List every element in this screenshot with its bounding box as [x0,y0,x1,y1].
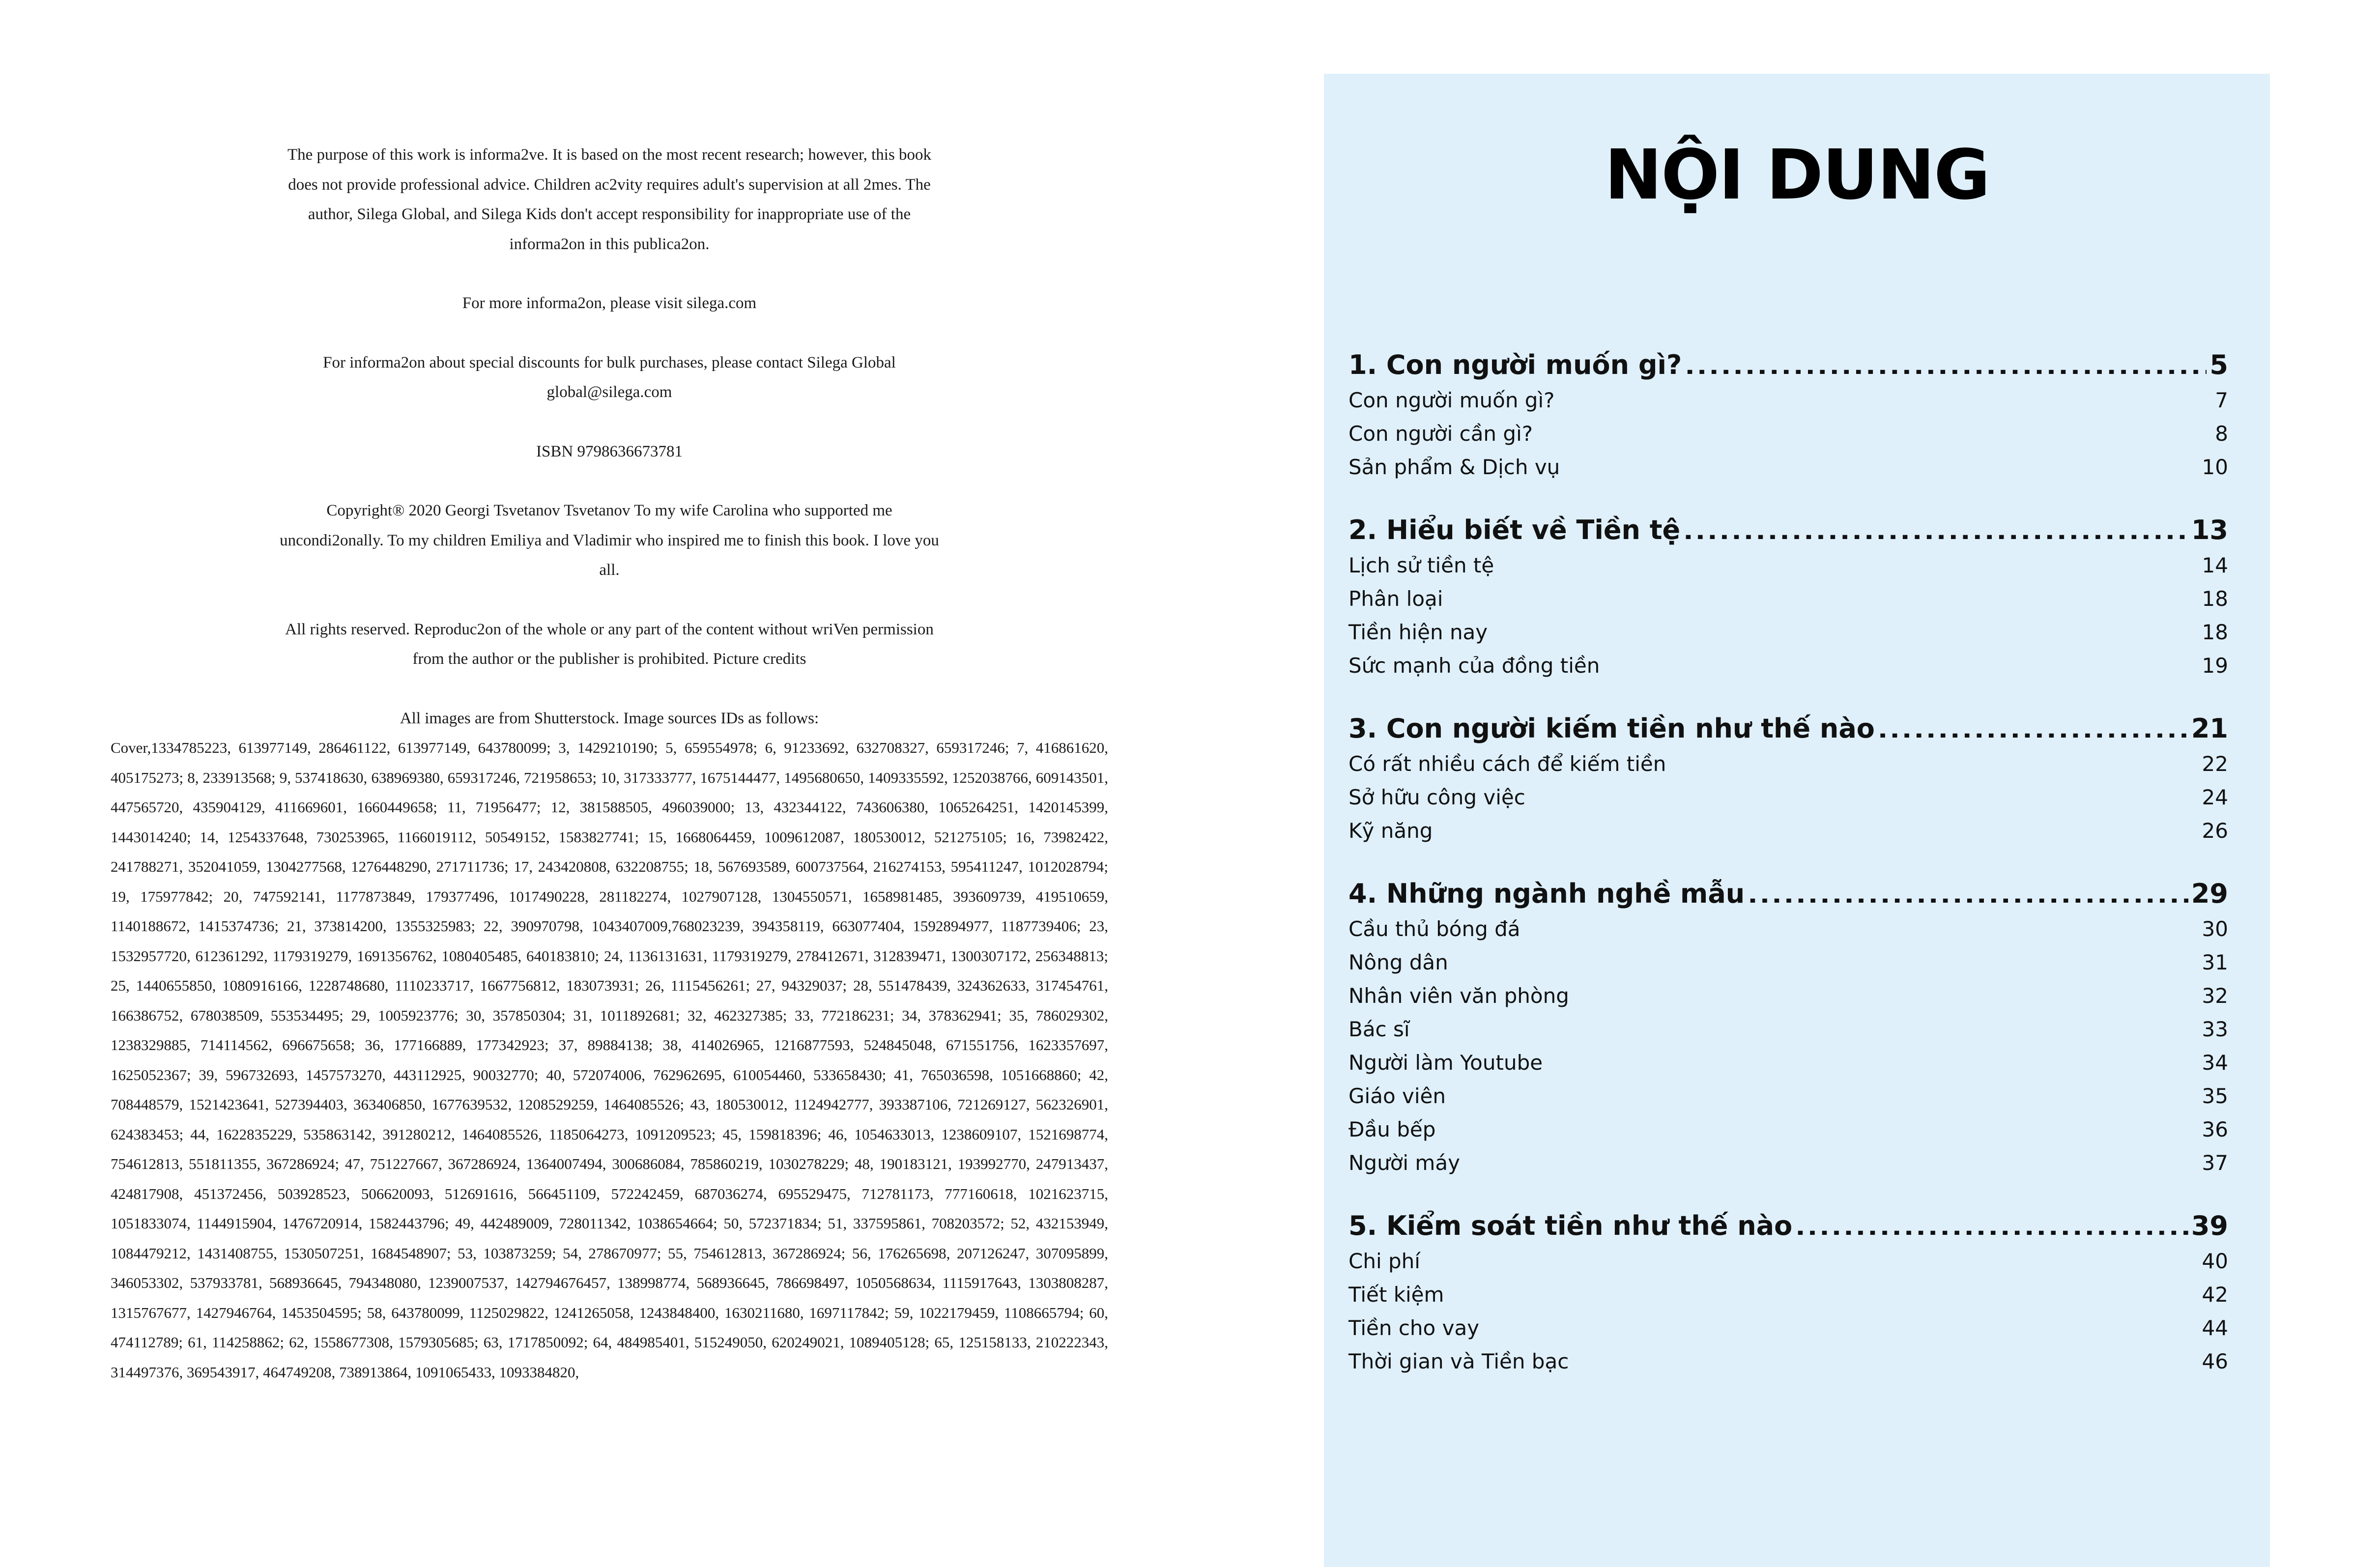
isbn-paragraph: ISBN 9798636673781 [536,442,683,460]
toc-entry-title: Con người cần gì? [1348,422,1533,446]
website-paragraph: For more informa2on, please visit silega.com [462,294,757,312]
toc-leader-dots [1497,552,2199,572]
toc-chapter-title: 5. Kiểm soát tiền như thế nào [1348,1210,1793,1241]
toc-section [1348,710,2228,848]
toc-chapter-title: 2. Hiểu biết về Tiền tệ [1348,514,1681,545]
dedication-paragraph: Copyright® 2020 Georgi Tsvetanov Tsvetanov To my wife Carolina who supported me uncondi2onally. To my children Emiliya and Vladimir who inspired me to finish this book. I love you all. [280,502,939,579]
toc-entry-page: 18 [2202,620,2228,644]
toc-list [1348,346,2228,1406]
toc-chapter-row[interactable] [1348,346,2228,384]
toc-entry-row[interactable] [1348,946,2228,979]
toc-entry-page: 34 [2202,1051,2228,1075]
toc-leader-dots [1451,949,2199,969]
toc-entry-page: 44 [2202,1316,2228,1340]
picture-credits-list: Cover,1334785223, 613977149, 286461122, 613977149, 643780099; 3, 1429210190; 5, 659554978; 6, 91233692, 632708327, 659317246; 7, 416861620, 405175273; 8, 233913568; 9, 537418630, 638969380, 659317246, 721958653; 10, 317333777, 1675144477, 1495680650, 1409335592, 1252038766, 609143501, 447565720, 435904129, 411669601, 1660449658; 11, 71956477; 12, 381588505, 496039000; 13, 432344122, 743606380, 1065264251, 1420145399, 1443014240; 14, 1254337648, 730253965, 1166019112, 50549152, 1583827741; 15, 1668064459, 1009612087, 180530012, 521275105; 16, 73982422, 241788271, 352041059, 1304277568, 1276448290, 271711736; 17, 243420808, 632208755; 18, 567693589, 600737564, 216274153, 595411247, 1012028794; 19, 175977842; 20, 747592141, 1177873849, 179377496, 1017490228, 281182274, 1027907128, 1304550571, 1658981485, 393609739, 419510659, 1140188672, 1415374736; 21, 373814200, 1355325983; 22, 390970798, 1043407009,768023239, 394358119, 663077404, 1592894977, 1187739406; 23, 1532957720, 612361292, 1179319279, 1691356762, 1080405485, 640183810; 24, 1136131631, 1179319279, 278412671, 312839471, 1300307172, 256348813; 25, 1440655850, 1080916166, 1228748680, 1110233717, 1667756812, 183073931; 26, 1115456261; 27, 94329037; 28, 551478439, 324362633, 317454761, 166386752, 678038509, 553534495; 29, 1005923776; 30, 357850304; 31, 1011892681; 32, 462327385; 33, 772186231; 34, 378362941; 35, 786029302, 1238329885, 714114562, 696675658; 36, 177166889, 177342923; 37, 89884138; 38, 414026965, 1216877593, 524845048, 671551756, 1623357697, 1625052367; 39, 596732693, 1457573270, 443112925, 90032770; 40, 572074006, 762962695, 610054460, 533658430; 41, 765036598, 1051668860; 42, 708448579, 1521423641, 527394403, 363406850, 1677639532, 1208529259, 1464085526; 43, 180530012, 1124942777, 393387106, 721269127, 562326901, 624383453; 44, 1622835229, 535863142, 391280212, 1464085526, 1185064273, 1091209523; 45, 159818396; 46, 1054633013, 1238609107, 1521698774, 754612813, 551811355, 367286924; 47, 751227667, 367286924, 1364007494, 300686084, 785860219, 1030278229; 48, 190183121, 193992770, 247913437, 424817908, 451372456, 503928523, 506620093, 512691616, 566451109, 572242459, 687036274, 695529475, 712781173, 777160618, 1021623715, 1051833074, 1144915904, 1476720914, 1582443796; 49, 442489009, 728011342, 1038654664; 50, 572371834; 51, 337595861, 708203572; 52, 432153949, 1084479212, 1431408755, 1530507251, 1684548907; 53, 103873259; 54, 278670977; 55, 754612813, 367286924; 56, 176265698, 207126247, 307095899, 346053302, 537933781, 568936645, 794348080, 1239007537, 142794676457, 138998774, 568936645, 786698497, 1050568634, 1115917643, 1303808287, 1315767677, 1427946764, 1453504595; 58, 643780099, 1125029822, 1241265058, 1243848400, 1630211680, 1697117842; 59, 1022179459, 1108665794; 60, 474112789; 61, 114258862; 62, 1558677308, 1579305685; 63, 1717850092; 64, 484985401, 515249050, 620249021, 1089405128; 65, 125158133, 210222343, 314497376, 369543917, 464749208, 738913864, 1091065433, 1093384820, [111,739,1108,1381]
toc-entry-row[interactable] [1348,912,2228,946]
toc-chapter-title: 1. Con người muốn gì? [1348,349,1682,380]
toc-entry-row[interactable] [1348,649,2228,683]
toc-entry-page: 46 [2202,1349,2228,1373]
toc-entry-row[interactable] [1348,781,2228,814]
toc-leader-dots [1491,619,2199,639]
toc-chapter-page: 5 [2209,349,2228,380]
picture-credits-title: All images are from Shutterstock. Image sources IDs as follows: [400,709,819,727]
toc-section [1348,346,2228,484]
toc-entry-title: Nhân viên văn phòng [1348,984,1569,1008]
toc-title: NỘI DUNG [1605,135,1989,215]
toc-entry-title: Con người muốn gì? [1348,388,1555,412]
toc-entry-page: 19 [2202,654,2228,678]
toc-entry-title: Nông dân [1348,950,1448,974]
toc-chapter-title: 3. Con người kiếm tiền như thế nào [1348,713,1875,744]
toc-entry-row[interactable] [1348,814,2228,848]
toc-leader-dots [1878,711,2188,738]
toc-entry-page: 33 [2202,1017,2228,1041]
toc-entry-title: Phân loại [1348,587,1443,611]
toc-entry-page: 24 [2202,785,2228,809]
toc-leader-dots [1795,1208,2188,1235]
toc-section [1348,875,2228,1180]
toc-chapter-page: 13 [2191,514,2228,545]
toc-entry-page: 31 [2202,950,2228,974]
toc-entry-title: Sức mạnh của đồng tiền [1348,654,1600,678]
toc-chapter-row[interactable] [1348,1207,2228,1245]
toc-entry-row[interactable] [1348,1080,2228,1113]
toc-leader-dots [1563,454,2199,474]
toc-entry-row[interactable] [1348,582,2228,616]
toc-entry-page: 37 [2202,1151,2228,1175]
toc-entry-row[interactable] [1348,417,2228,451]
toc-entry-page: 22 [2202,752,2228,776]
toc-leader-dots [1523,915,2199,936]
toc-leader-dots [1572,982,2199,1003]
rights-paragraph: All rights reserved. Reproduc2on of the whole or any part of the content without wriVen permission from the author or the publisher is prohibited. Picture credits [285,620,934,668]
toc-chapter-row[interactable] [1348,875,2228,912]
toc-leader-dots [1413,1016,2199,1036]
toc-leader-dots [1449,1083,2199,1103]
toc-entry-title: Bác sĩ [1348,1017,1410,1041]
toc-leader-dots [1482,1314,2199,1335]
toc-entry-row[interactable] [1348,1245,2228,1278]
toc-entry-title: Đầu bếp [1348,1117,1436,1141]
toc-entry-title: Chi phí [1348,1249,1420,1273]
toc-entry-title: Tiền hiện nay [1348,620,1488,644]
toc-section [1348,1207,2228,1378]
toc-section [1348,512,2228,683]
disclaimer-paragraph: The purpose of this work is informa2ve. It is based on the most recent research; however, this book does not provide professional advice. Children ac2vity requires adult's supervision at all 2mes. The author, Silega Global, and Silega Kids don't accept responsibility for inappropriate use of the informa2on in this publica2on. [287,146,932,253]
toc-entry-title: Giáo viên [1348,1084,1446,1108]
toc-leader-dots [1528,784,2199,804]
toc-leader-dots [1557,387,2212,407]
toc-entry-page: 35 [2202,1084,2228,1108]
toc-leader-dots [1572,1348,2199,1368]
toc-entry-page: 10 [2202,455,2228,479]
toc-entry-title: Tiết kiệm [1348,1282,1444,1307]
toc-leader-dots [1423,1248,2199,1268]
toc-entry-row[interactable] [1348,1311,2228,1345]
toc-leader-dots [1463,1149,2199,1170]
toc-entry-title: Lịch sử tiền tệ [1348,553,1494,577]
toc-entry-row[interactable] [1348,1146,2228,1180]
bulk-purchase-paragraph: For informa2on about special discounts for bulk purchases, please contact Silega Global global@silega.com [323,353,896,401]
toc-entry-page: 26 [2202,819,2228,843]
toc-entry-row[interactable] [1348,616,2228,649]
toc-entry-title: Sở hữu công việc [1348,785,1525,809]
toc-leader-dots [1603,652,2199,673]
toc-entry-page: 7 [2215,388,2228,412]
toc-entry-title: Có rất nhiều cách để kiếm tiền [1348,752,1666,776]
toc-chapter-title: 4. Những ngành nghề mẫu [1348,878,1745,909]
toc-leader-dots [1435,817,2199,838]
toc-entry-title: Người máy [1348,1151,1460,1175]
toc-entry-page: 8 [2215,422,2228,446]
toc-entry-row[interactable] [1348,1113,2228,1146]
toc-entry-row[interactable] [1348,747,2228,781]
toc-leader-dots [1669,750,2199,771]
toc-leader-dots [1447,1281,2199,1302]
toc-chapter-row[interactable] [1348,710,2228,747]
toc-entry-page: 42 [2202,1282,2228,1307]
toc-entry-row[interactable] [1348,451,2228,484]
toc-entry-page: 40 [2202,1249,2228,1273]
toc-entry-row[interactable] [1348,1013,2228,1046]
toc-entry-row[interactable] [1348,979,2228,1013]
toc-entry-title: Tiền cho vay [1348,1316,1480,1340]
toc-entry-row[interactable] [1348,1278,2228,1311]
toc-entry-page: 30 [2202,917,2228,941]
toc-leader-dots [1685,347,2207,374]
toc-entry-page: 14 [2202,553,2228,577]
toc-chapter-row[interactable] [1348,512,2228,549]
copyright-notice [111,140,1108,674]
toc-chapter-page: 39 [2191,1210,2228,1241]
toc-entry-title: Người làm Youtube [1348,1051,1543,1075]
toc-entry-row[interactable] [1348,384,2228,417]
toc-leader-dots [1546,1049,2199,1070]
toc-leader-dots [1748,876,2188,903]
toc-entry-page: 18 [2202,587,2228,611]
toc-entry-page: 32 [2202,984,2228,1008]
toc-chapter-page: 29 [2191,878,2228,909]
toc-leader-dots [1438,1116,2199,1137]
toc-leader-dots [1446,585,2199,606]
copyright-page [111,140,1108,1387]
toc-entry-title: Thời gian và Tiền bạc [1348,1349,1569,1373]
toc-entry-row[interactable] [1348,1046,2228,1080]
toc-chapter-page: 21 [2191,713,2228,744]
toc-entry-title: Cầu thủ bóng đá [1348,917,1520,941]
toc-entry-title: Kỹ năng [1348,819,1433,843]
toc-leader-dots [1683,513,2188,539]
toc-entry-title: Sản phẩm & Dịch vụ [1348,455,1560,479]
toc-entry-row[interactable] [1348,549,2228,582]
table-of-contents-page [1324,74,2270,1567]
toc-entry-page: 36 [2202,1117,2228,1141]
toc-entry-row[interactable] [1348,1345,2228,1378]
toc-leader-dots [1536,420,2212,441]
